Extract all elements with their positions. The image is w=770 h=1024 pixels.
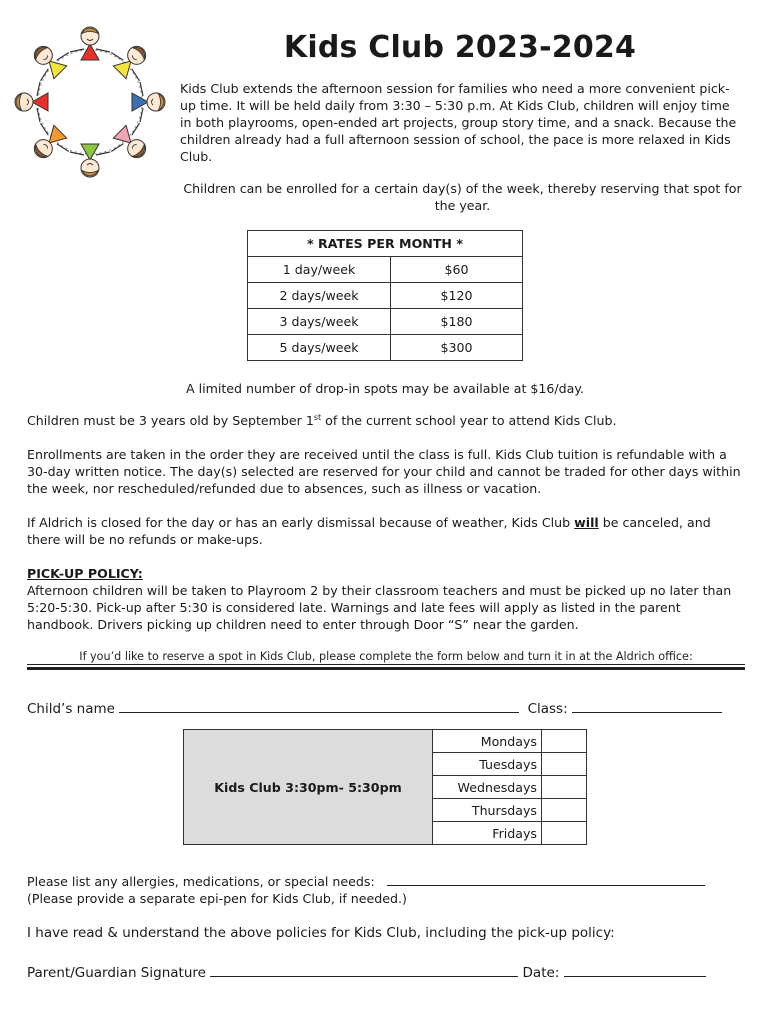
child-figure-icon xyxy=(70,144,110,177)
day-label: Tuesdays xyxy=(433,753,542,776)
age-text: Children must be 3 years old by September 1 xyxy=(27,413,314,428)
pickup-heading: PICK-UP POLICY: xyxy=(27,566,143,581)
dropin-paragraph: A limited number of drop-in spots may be available at $16/day. xyxy=(185,381,585,396)
child-figure-icon xyxy=(15,82,48,122)
day-label: Mondays xyxy=(433,730,542,753)
rate-days: 3 days/week xyxy=(248,309,391,335)
rate-price: $300 xyxy=(391,335,523,361)
child-figure-icon xyxy=(132,82,165,122)
age-text-end: of the current school year to attend Kids Club. xyxy=(321,413,617,428)
day-label: Thursdays xyxy=(433,799,542,822)
rate-row xyxy=(248,309,523,335)
divider-line xyxy=(27,664,745,665)
rate-days: 2 days/week xyxy=(248,283,391,309)
allergy-label: Please list any allergies, medications, or special needs: xyxy=(27,874,375,889)
class-label: Class: xyxy=(527,701,568,717)
class-field[interactable] xyxy=(572,699,722,713)
rates-table xyxy=(247,230,523,361)
closure-emphasis: will xyxy=(574,515,599,530)
rate-price: $60 xyxy=(391,257,523,283)
closure-paragraph xyxy=(27,514,747,548)
allergy-note: (Please provide a separate epi-pen for Kids Club, if needed.) xyxy=(27,891,407,906)
children-circle-logo xyxy=(10,18,170,186)
rate-row xyxy=(248,335,523,361)
child-name-field[interactable] xyxy=(119,699,519,713)
child-name-row xyxy=(27,699,722,717)
closure-text-end: be canceled, and there will be no refunds or make-ups. xyxy=(27,515,711,547)
acknowledgement: I have read & understand the above policies for Kids Club, including the pick-up policy: xyxy=(27,925,615,941)
enrollment-paragraph: Children can be enrolled for a certain day(s) of the week, thereby reserving that spot for the year. xyxy=(183,181,742,213)
pickup-text: Afternoon children will be taken to Playroom 2 by their classroom teachers and must be picked up no later than 5:20-5:30. Pick-up after 5:30 is considered late. Warnings and late fees will apply as listed in the parent handbook. Drivers picking up children need to enter through Door “S” near the garden. xyxy=(27,583,732,632)
form-instruction: If you’d like to reserve a spot in Kids Club, please complete the form below and turn it in at the Aldrich office: xyxy=(79,650,693,663)
rate-days: 1 day/week xyxy=(248,257,391,283)
child-figure-icon xyxy=(23,35,75,87)
child-figure-icon xyxy=(70,27,110,60)
allergy-section xyxy=(27,873,747,907)
rates-header: * RATES PER MONTH * xyxy=(248,231,523,257)
divider-line-thick xyxy=(27,667,745,670)
rate-days: 5 days/week xyxy=(248,335,391,361)
enrollments-paragraph: Enrollments are taken in the order they are received until the class is full. Kids Club tuition is refundable with a 30-day written notice. The day(s) selected are reserved for your child and cannot be traded for other days within the week, nor rescheduled/refunded due to absences, such as illness or vacation. xyxy=(27,447,741,496)
signature-label: Parent/Guardian Signature xyxy=(27,965,206,981)
signature-field[interactable] xyxy=(210,963,518,977)
age-requirement xyxy=(27,412,747,429)
allergy-field[interactable] xyxy=(387,874,705,886)
rate-row xyxy=(248,283,523,309)
day-checkbox[interactable] xyxy=(542,799,587,822)
child-name-label: Child’s name xyxy=(27,701,115,717)
date-label: Date: xyxy=(522,965,560,981)
day-checkbox[interactable] xyxy=(542,730,587,753)
day-checkbox[interactable] xyxy=(542,753,587,776)
day-label: Fridays xyxy=(433,822,542,845)
child-figure-icon xyxy=(23,118,75,170)
rate-row xyxy=(248,257,523,283)
rate-price: $120 xyxy=(391,283,523,309)
page-title: Kids Club 2023-2024 xyxy=(283,30,637,65)
schedule-table xyxy=(183,729,587,845)
intro-paragraph: Kids Club extends the afternoon session for families who need a more convenient pick-up time. It will be held daily from 3:30 – 5:30 p.m. At Kids Club, children will enjoy time in both playrooms, open-ended art projects, group story time, and a snack. Because the children already had a full afternoon session of school, the pace is more relaxed in Kids Club. xyxy=(180,81,737,164)
day-checkbox[interactable] xyxy=(542,776,587,799)
day-checkbox[interactable] xyxy=(542,822,587,845)
pickup-policy xyxy=(27,565,747,633)
child-figure-icon xyxy=(106,118,158,170)
signature-row xyxy=(27,963,706,981)
closure-text: If Aldrich is closed for the day or has an early dismissal because of weather, Kids Club xyxy=(27,515,575,530)
program-label: Kids Club 3:30pm- 5:30pm xyxy=(184,730,433,845)
age-ordinal: st xyxy=(313,412,322,422)
child-figure-icon xyxy=(106,35,158,87)
day-label: Wednesdays xyxy=(433,776,542,799)
date-field[interactable] xyxy=(564,963,706,977)
rate-price: $180 xyxy=(391,309,523,335)
